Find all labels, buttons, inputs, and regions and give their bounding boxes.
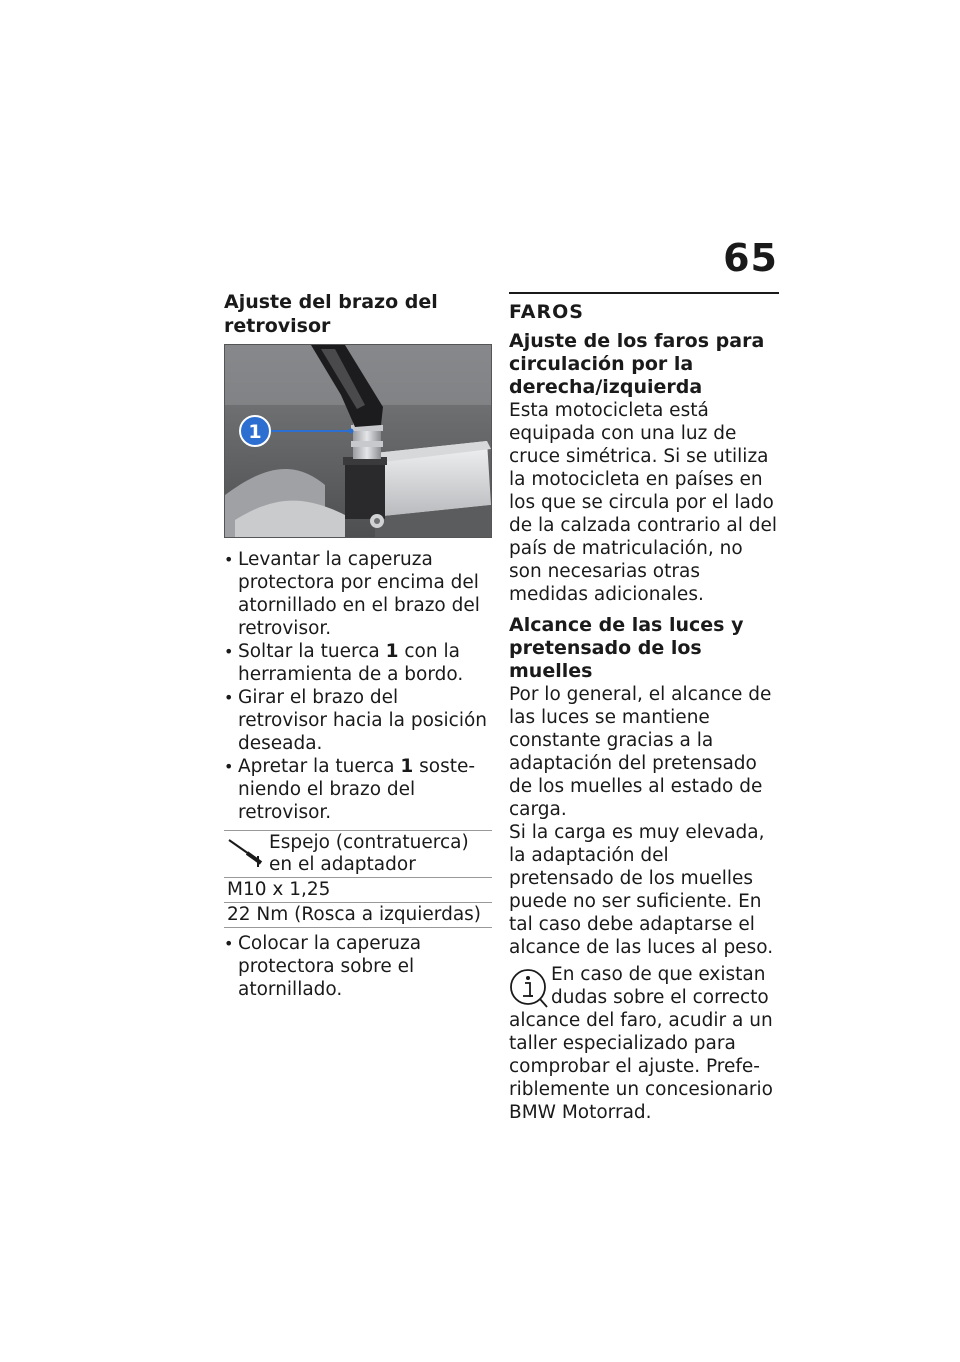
light-range-text-1: Por lo general, el alcance de las luces se mantiene constante gracias a la adaptación del pretensado de los muelles al estado de carga.: [509, 684, 772, 820]
step-tighten-nut: [224, 755, 492, 824]
info-note: [509, 963, 779, 1124]
steps-list-a: [224, 548, 492, 824]
spec-header-cell: [224, 831, 492, 878]
spec-thread: M10 x 1,25: [224, 878, 492, 903]
section-rule: [509, 292, 779, 294]
ref-1: 1: [385, 641, 399, 662]
section-title-headlight-adjust: Ajuste de los faros para circulación por la derecha/izquierda: [509, 330, 765, 398]
step-text: sosteniendo el brazo del retrovisor.: [238, 756, 476, 823]
spec-torque: 22 Nm (Rosca a izquierdas): [224, 903, 492, 928]
torque-spec-table: [224, 830, 492, 928]
step-text: Soltar la tuerca: [238, 641, 386, 662]
ref-1: 1: [400, 756, 414, 777]
page-number: 65: [723, 236, 778, 280]
right-column: [509, 292, 779, 1124]
step-text: Apretar la tuerca: [238, 756, 401, 777]
section-title-mirror: Ajuste del brazo del retrovisor: [224, 291, 438, 337]
section-title-light-range: Alcance de las luces y pretensado de los muelles: [509, 614, 744, 682]
info-note-text: En caso de que existan dudas sobre el correcto alcance del faro, acudir a un taller especializado para comprobar el ajuste. Preferiblemente un concesionario BMW Motorrad.: [509, 964, 773, 1123]
step-lift-cap: • Levantar la caperuza protectora por encima del atornillado en el brazo del retrovisor.: [224, 548, 492, 640]
heading-faros: FAROS: [509, 301, 584, 323]
step-text: con la herramienta de a bordo.: [238, 641, 464, 685]
spec-header: Espejo (contratuerca) en el adaptador: [269, 832, 469, 875]
callout-1: 1: [248, 421, 262, 443]
info-icon: [509, 965, 549, 1009]
step-place-cap: • Colocar la caperuza protectora sobre el atornillado.: [224, 932, 492, 1001]
mirror-arm-photo: [224, 344, 492, 538]
step-turn-arm: • Girar el brazo del retrovisor hacia la posición deseada.: [224, 686, 492, 755]
light-range-text-2: Si la carga es muy elevada, la adaptación del pretensado de los muelles puede no ser suficiente. En tal caso debe adaptarse el alcance de las luces al peso.: [509, 822, 774, 958]
steps-list-b: [224, 932, 492, 1001]
left-column: [224, 290, 492, 1001]
torque-wrench-icon: [227, 832, 267, 874]
mirror-arm-illustration: [225, 345, 491, 537]
step-loosen-nut: [224, 640, 492, 686]
headlight-adjust-text: Esta motocicleta está equipada con una luz de cruce simétrica. Si se utiliza la motocicleta en países en los que se circula por el lado de la calzada contrario al del país de matriculación, no son necesarias otras medidas adicionales.: [509, 400, 777, 605]
